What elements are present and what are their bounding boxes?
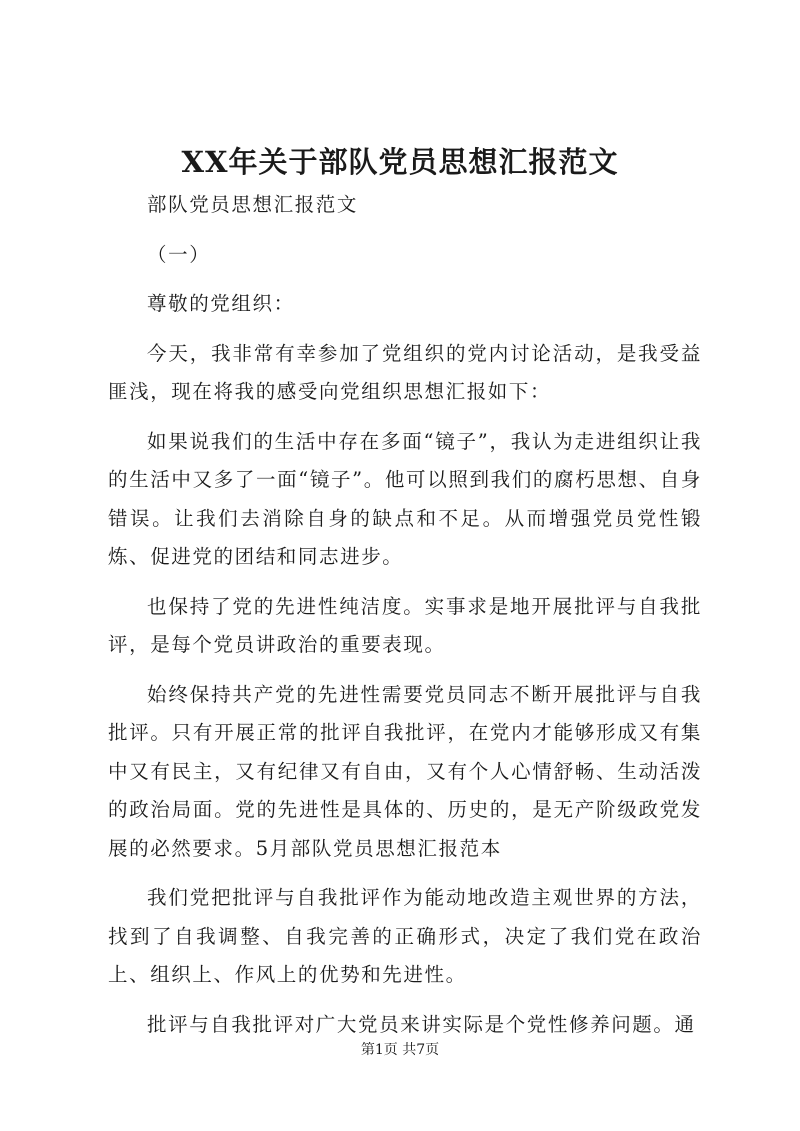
body-paragraph: 今天，我非常有幸参加了党组织的党内讨论活动，是我受益匪浅，现在将我的感受向党组织思想汇报如下： <box>108 341 702 403</box>
subtitle-paragraph: 部队党员思想汇报范文 <box>147 193 359 216</box>
body-paragraph: 我们党把批评与自我批评作为能动地改造主观世界的方法，找到了自我调整、自我完善的正确形式，决定了我们党在政治上、组织上、作风上的优势和先进性。 <box>108 886 702 986</box>
document-title: XX年关于部队党员思想汇报范文 <box>181 145 619 179</box>
body-paragraph: 如果说我们的生活中存在多面“镜子”，我认为走进组织让我的生活中又多了一面“镜子”。他可以照到我们的腐朽思想、自身错误。让我们去消除自身的缺点和不足。从而增强党员党性锻炼、促进党的团结和同志进步。 <box>108 429 702 568</box>
body-paragraph: 始终保持共产党的先进性需要党员同志不断开展批评与自我批评。只有开展正常的批评自我批评，在党内才能够形成又有集中又有民主，又有纪律又有自由，又有个人心情舒畅、生动活泼的政治局面。党的先进性是具体的、历史的，是无产阶级政党发展的必然要求。5月部队党员思想汇报范本 <box>108 682 702 860</box>
salutation: 尊敬的党组织： <box>147 292 295 315</box>
body-paragraph: 也保持了党的先进性纯洁度。实事求是地开展批评与自我批评，是每个党员讲政治的重要表现。 <box>108 594 702 656</box>
section-number: （一） <box>147 242 211 266</box>
document-body <box>108 186 702 1044</box>
body-paragraph: 批评与自我批评对广大党员来讲实际是个党性修养问题。通 <box>147 1012 696 1036</box>
page-number-footer: 第1页 共7页 <box>360 1042 440 1058</box>
